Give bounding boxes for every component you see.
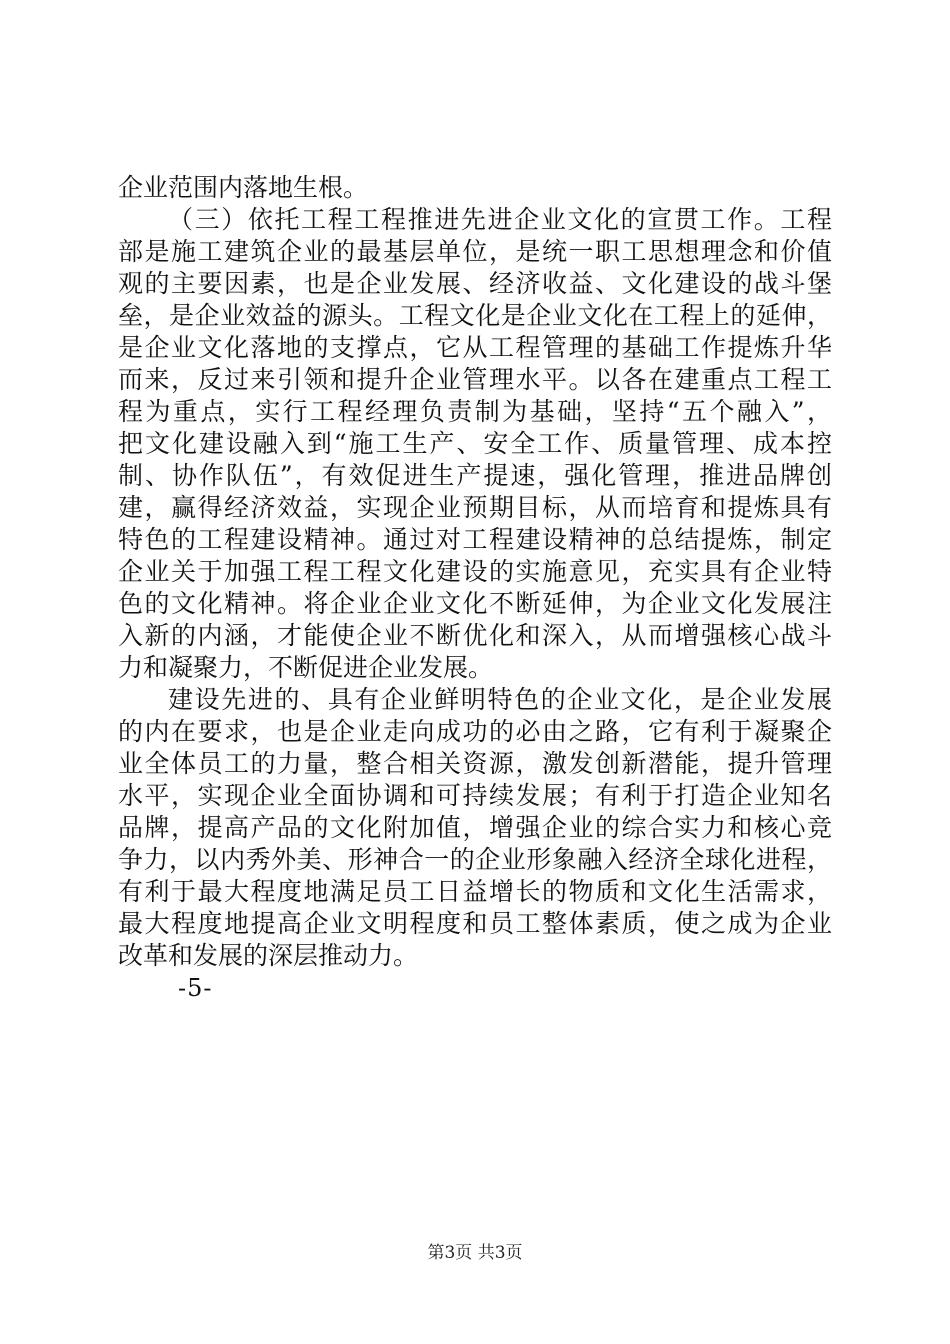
text-line: 的内在要求，也是企业走向成功的必由之路，它有利于凝聚企: [118, 717, 832, 746]
text-line: 争力，以内秀外美、形神合一的企业形象融入经济全球化进程，: [118, 845, 832, 874]
text-line: 而来，反过来引领和提升企业管理水平。以各在建重点工程工: [118, 365, 832, 394]
text-line: 有利于最大程度地满足员工日益增长的物质和文化生活需求，: [118, 877, 832, 906]
text-line: 特色的工程建设精神。通过对工程建设精神的总结提炼，制定: [118, 525, 832, 554]
text-line: （三）依托工程工程推进先进企业文化的宣贯工作。工程: [168, 205, 832, 234]
text-line: 把文化建设融入到“施工生产、安全工作、质量管理、成本控: [118, 429, 832, 458]
text-line: 是企业文化落地的支撑点，它从工程管理的基础工作提炼升华: [118, 333, 832, 362]
text-line: 制、协作队伍”，有效促进生产提速，强化管理，推进品牌创: [118, 461, 832, 490]
text-line: 品牌，提高产品的文化附加值，增强企业的综合实力和核心竞: [118, 813, 832, 842]
text-line: 改革和发展的深层推动力。: [118, 941, 419, 970]
text-line: 观的主要因素，也是企业发展、经济收益、文化建设的战斗堡: [118, 269, 832, 298]
text-line: 业全体员工的力量，整合相关资源，激发创新潜能，提升管理: [118, 749, 832, 778]
text-line: 企业关于加强工程工程文化建设的实施意见，充实具有企业特: [118, 557, 832, 586]
text-line: 建设先进的、具有企业鲜明特色的企业文化，是企业发展: [168, 685, 832, 714]
text-line: 建，赢得经济效益，实现企业预期目标，从而培育和提炼具有: [118, 493, 832, 522]
text-line: 最大程度地提高企业文明程度和员工整体素质，使之成为企业: [118, 909, 832, 938]
text-line: 入新的内涵，才能使企业不断优化和深入，从而增强核心战斗: [118, 621, 832, 650]
text-line: 部是施工建筑企业的最基层单位，是统一职工思想理念和价值: [118, 237, 832, 266]
document-body: [118, 172, 832, 1004]
text-line: 水平，实现企业全面协调和可持续发展；有利于打造企业知名: [118, 781, 832, 810]
page-footer: 第3页 共3页: [427, 1243, 523, 1263]
page-number-marker: -5-: [178, 974, 213, 1002]
text-line: 企业范围内落地生根。: [118, 173, 369, 202]
text-line: 垒，是企业效益的源头。工程文化是企业文化在工程上的延伸，: [118, 301, 832, 330]
text-line: 力和凝聚力，不断促进企业发展。: [118, 653, 494, 682]
text-line: 程为重点，实行工程经理负责制为基础，坚持“五个融入”，: [118, 397, 832, 426]
text-line: 色的文化精神。将企业企业文化不断延伸，为企业文化发展注: [118, 589, 832, 618]
